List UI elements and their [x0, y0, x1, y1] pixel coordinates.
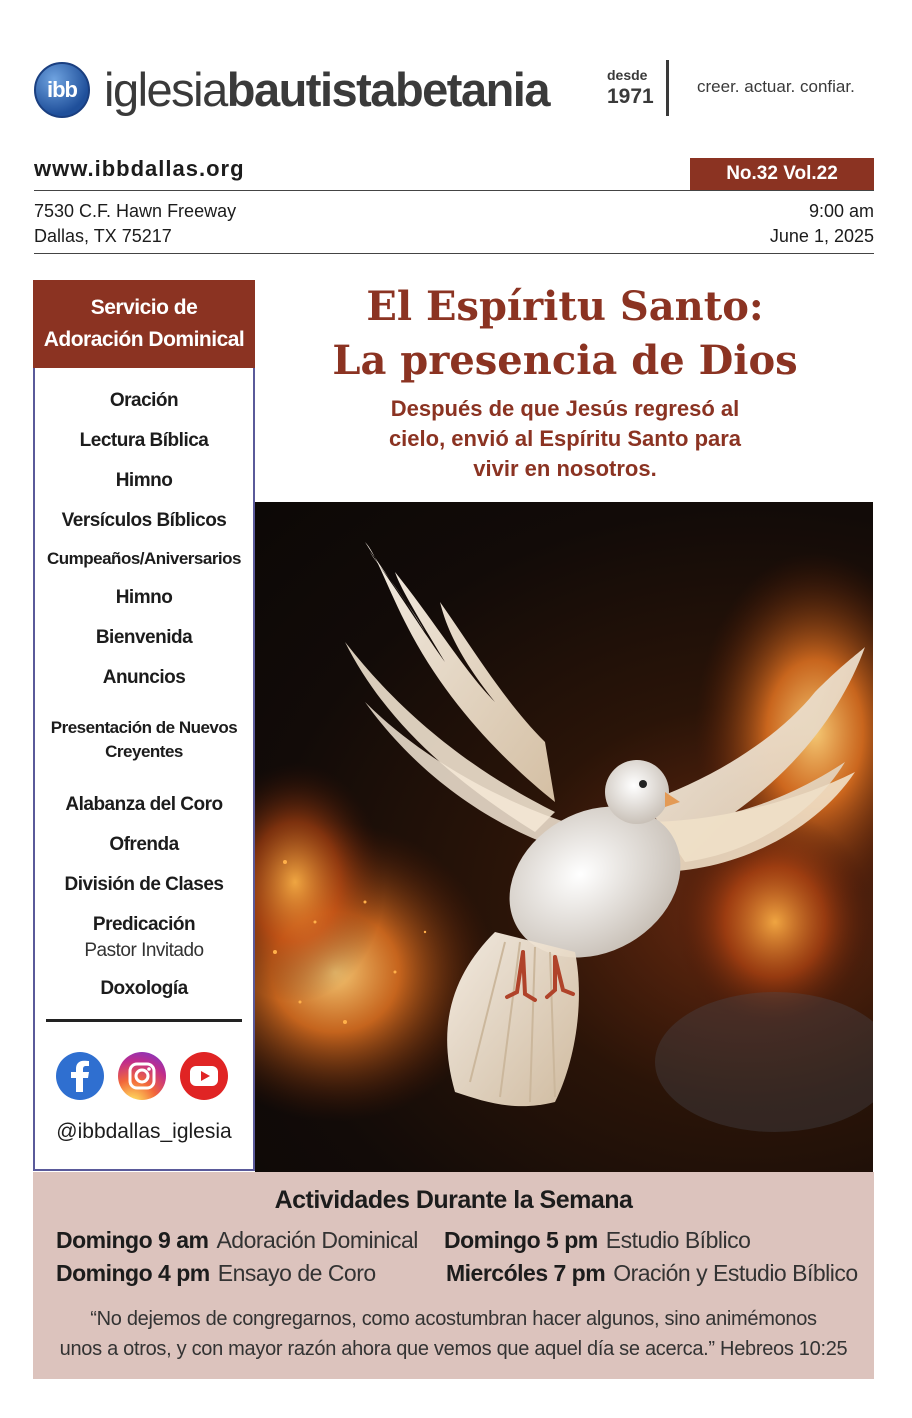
program-item: Alabanza del Coro: [65, 794, 223, 815]
sermon-title: [280, 280, 850, 388]
issue-badge: No.32 Vol.22: [690, 158, 874, 190]
activity-row: [56, 1260, 376, 1287]
activity-what: Ensayo de Coro: [217, 1260, 376, 1286]
service-header-line1: Servicio de: [90, 296, 198, 319]
instagram-icon[interactable]: [118, 1052, 166, 1100]
program-item: Ofrenda: [109, 834, 179, 855]
header-divider: [666, 60, 669, 116]
tagline: creer. actuar. confiar.: [697, 77, 855, 96]
program-item: Himno: [115, 587, 173, 608]
time: 9:00 am: [808, 201, 874, 221]
church-logo: ibb: [34, 62, 90, 118]
since-label: desde: [607, 67, 648, 83]
divider: [34, 190, 874, 191]
activity-what: Oración y Estudio Bíblico: [613, 1260, 858, 1286]
dove-image: [255, 502, 873, 1172]
program-item: Cumpeaños/Aniversarios: [46, 549, 241, 568]
program-item: Predicación: [92, 914, 196, 935]
title-line1: El Espíritu Santo:: [366, 283, 764, 330]
service-time: [770, 199, 874, 249]
title-line2: La presencia de Dios: [332, 337, 798, 384]
activity-when: Domingo 4 pm: [56, 1260, 210, 1286]
subtitle-line1: Después de que Jesús regresó al: [390, 396, 740, 421]
activity-row: [446, 1260, 858, 1287]
subtitle-line2: cielo, envió al Espíritu Santo para: [388, 426, 742, 451]
program-item: Oración: [109, 390, 179, 411]
program-item: División de Clases: [64, 874, 224, 895]
order-of-service: [33, 368, 255, 1171]
program-item: Doxología: [100, 978, 188, 999]
church-name: [104, 62, 549, 117]
program-item: Himno: [115, 470, 173, 491]
program-item: Versículos Bíblicos: [61, 510, 227, 531]
address: [34, 199, 236, 249]
weekly-activities: [33, 1172, 874, 1379]
activity-what: Adoración Dominical: [216, 1227, 418, 1253]
program-item: Creyentes: [105, 742, 183, 761]
dove-illustration: [255, 502, 873, 1172]
address-line1: 7530 C.F. Hawn Freeway: [34, 201, 237, 221]
activity-when: Domingo 5 pm: [444, 1227, 598, 1253]
program-item: Bienvenida: [95, 627, 193, 648]
brand-light: iglesia: [104, 63, 227, 116]
activity-row: [56, 1227, 418, 1254]
social-handle[interactable]: @ibbdallas_iglesia: [56, 1120, 232, 1143]
activity-what: Estudio Bíblico: [605, 1227, 751, 1253]
quote-line2: unos a otros, y con mayor razón ahora que vemos que aquel día se acerca.” Hebreos 10:25: [59, 1338, 848, 1360]
activity-row: [444, 1227, 750, 1254]
website-link[interactable]: www.ibbdallas.org: [34, 156, 245, 181]
divider: [34, 253, 874, 254]
activity-when: Miercóles 7 pm: [446, 1260, 606, 1286]
program-item: Lectura Bíblica: [79, 430, 209, 451]
sermon-subtitle: [330, 394, 800, 484]
facebook-icon[interactable]: [56, 1052, 104, 1100]
activity-when: Domingo 9 am: [56, 1227, 209, 1253]
subtitle-line3: vivir en nosotros.: [473, 456, 657, 481]
quote-line1: “No dejemos de congregarnos, como acostumbran hacer algunos, sino animémonos: [90, 1308, 817, 1330]
program-item: Anuncios: [102, 667, 186, 688]
since-block: [607, 68, 654, 107]
address-line2: Dallas, TX 75217: [34, 226, 172, 246]
since-year: 1971: [607, 85, 654, 108]
bible-quote: [43, 1304, 864, 1364]
brand-bold: bautistabetania: [226, 63, 549, 116]
sidebar-divider: [46, 1019, 242, 1022]
service-header-line2: Adoración Dominical: [43, 328, 245, 351]
program-subitem: Pastor Invitado: [84, 940, 204, 961]
youtube-icon[interactable]: [180, 1052, 228, 1100]
service-header: [33, 280, 255, 368]
date: June 1, 2025: [769, 226, 874, 246]
program-item: Presentación de Nuevos: [50, 718, 238, 737]
activities-title: Actividades Durante la Semana: [274, 1186, 633, 1214]
